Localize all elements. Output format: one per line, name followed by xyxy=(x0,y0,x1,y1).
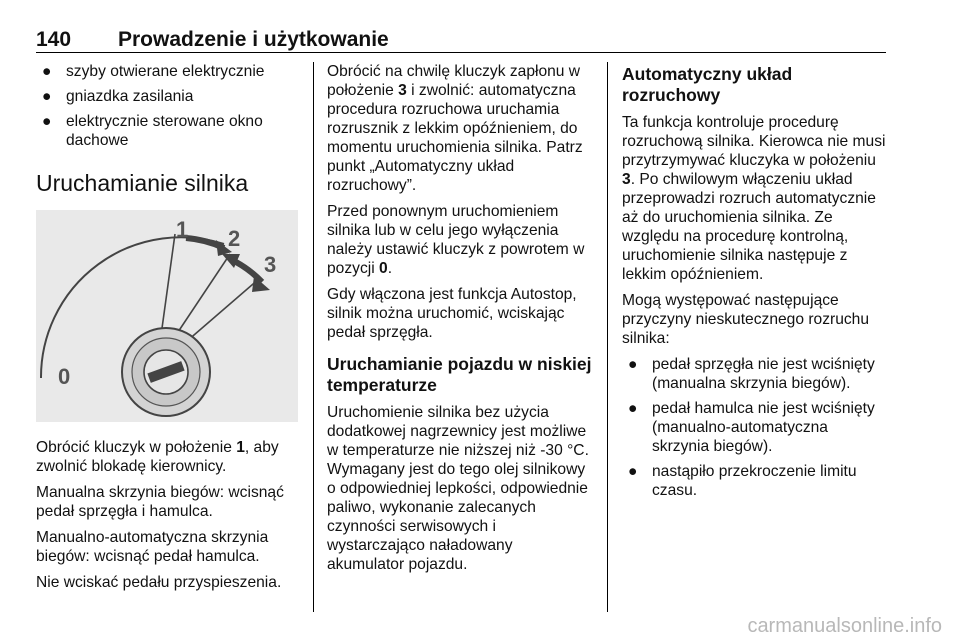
paragraph: Mogą występować następujące przyczyny nieskutecznego rozruchu silnika: xyxy=(622,292,870,347)
bullet-icon: ● xyxy=(628,356,638,373)
paragraph: Obrócić na chwilę kluczyk zapłonu w położenie 3 i zwolnić: automatyczna procedura rozruchowa uruchamia rozrusznik z lekkim opóźnieniem, do momentu uruchomienia silnika. Patrz punkt „Automatyczny układ rozruchowy”. xyxy=(327,63,583,194)
position-label-0: 0 xyxy=(58,364,71,389)
ignition-key-diagram xyxy=(36,210,298,422)
column-3 xyxy=(622,62,888,506)
paragraph: Manualna skrzynia biegów: wcisnąć pedał sprzęgła i hamulca. xyxy=(36,484,284,520)
list-item: ● gniazdka zasilania xyxy=(42,88,194,105)
paragraph: Manualno-automatyczna skrzynia biegów: wcisnąć pedał hamulca. xyxy=(36,529,269,565)
paragraph: Przed ponownym uruchomieniem silnika lub w celu jego wyłączenia należy ustawić kluczyk z powrotem w pozycji 0. xyxy=(327,203,585,277)
position-label-2: 2 xyxy=(228,226,241,251)
feature-list xyxy=(36,62,298,150)
list-item: ● elektrycznie sterowane okno dachowe xyxy=(42,113,263,149)
column-2 xyxy=(327,62,593,581)
list-item: ● nastąpiło przekroczenie limitu czasu. xyxy=(628,463,857,499)
paragraph: Gdy włączona jest funkcja Autostop, silnik można uruchomić, wciskając pedał sprzęgła. xyxy=(327,286,577,341)
column-1 xyxy=(36,62,298,599)
paragraph: Uruchomienie silnika bez użycia dodatkowej nagrzewnicy jest możliwe w temperaturze nie niższej niż -30 °C. Wymagany jest do tego olej silnikowy o odpowiedniej lepkości, odpowiednie paliwo, wykonanie zalecanych czynności serwisowych i wystarczająco naładowany akumulator pojazdu. xyxy=(327,404,589,573)
running-title: Prowadzenie i użytkowanie xyxy=(118,28,389,51)
bullet-icon: ● xyxy=(628,463,638,480)
page-number: 140 xyxy=(36,28,72,51)
bullet-icon: ● xyxy=(42,63,52,80)
subheading: Uruchamianie pojazdu w niskiej temperaturze xyxy=(327,354,592,395)
position-label-1: 1 xyxy=(176,217,189,242)
paragraph: Ta funkcja kontroluje procedurę rozruchową silnika. Kierowca nie musi przytrzymywać kluczyka w położeniu 3. Po chwilowym włączeniu układ przeprowadzi rozruch automatycznie aż do uruchomienia silnika. Ze względu na procedurę kontrolną, uruchomienie silnika następuje z lekkim opóźnieniem. xyxy=(622,114,886,283)
bullet-icon: ● xyxy=(42,113,52,130)
column-divider-1 xyxy=(313,62,314,612)
bullet-icon: ● xyxy=(42,88,52,105)
bullet-icon: ● xyxy=(628,400,638,417)
section-title: Uruchamianie silnika xyxy=(36,170,249,196)
list-item: ● pedał hamulca nie jest wciśnięty (manualno-automatyczna skrzynia biegów). xyxy=(628,400,875,455)
paragraph: Obrócić kluczyk w położenie 1, aby zwolnić blokadę kierownicy. xyxy=(36,439,279,475)
position-label-3: 3 xyxy=(264,252,277,277)
page-header xyxy=(36,26,886,53)
subheading: Automatyczny układ rozruchowy xyxy=(622,64,793,105)
ignition-switch-illustration xyxy=(36,210,298,422)
paragraph: Nie wciskać pedału przyspieszenia. xyxy=(36,574,282,591)
watermark: carmanualsonline.info xyxy=(747,615,942,637)
failure-causes-list xyxy=(622,355,888,500)
list-item: ● szyby otwierane elektrycznie xyxy=(42,63,265,80)
column-divider-2 xyxy=(607,62,608,612)
list-item: ● pedał sprzęgła nie jest wciśnięty (manualna skrzynia biegów). xyxy=(628,356,875,392)
